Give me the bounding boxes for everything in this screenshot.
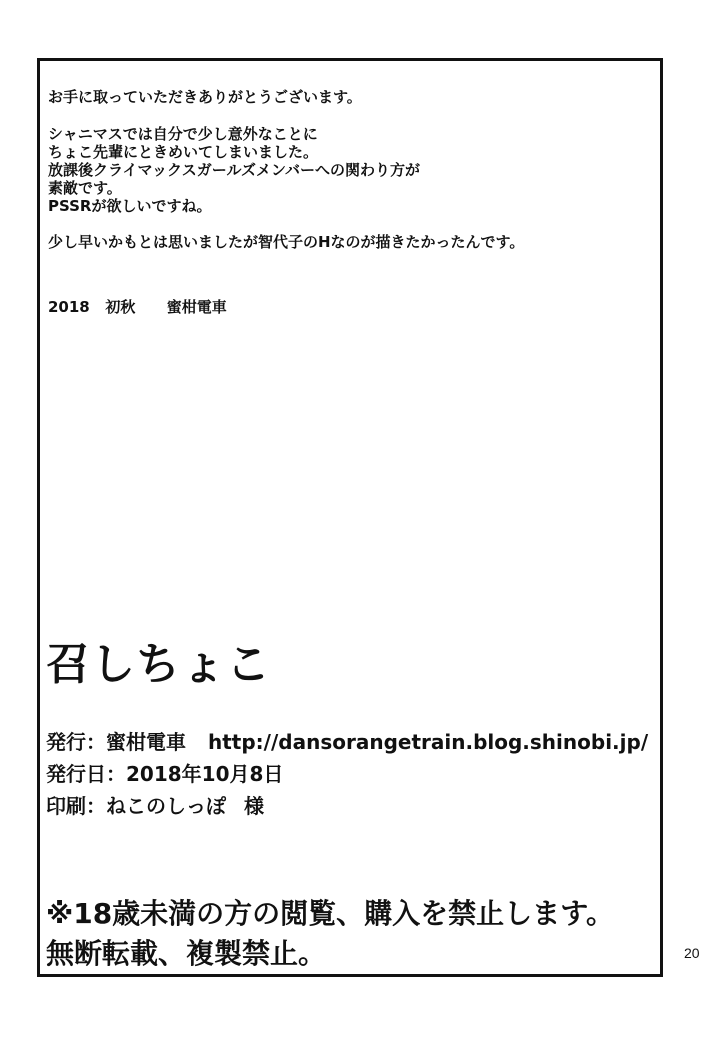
age-restriction-warning (46, 894, 614, 974)
afterword-line: ちょこ先輩にときめいてしまいました。 (48, 143, 319, 161)
page-number: 20 (684, 945, 700, 961)
afterword-line: シャニマスでは自分で少し意外なことに (48, 125, 318, 143)
afterword-line: 素敵です。 (48, 179, 122, 197)
printer-label: 印刷： (46, 794, 106, 818)
publisher-row (46, 726, 648, 758)
signature-season: 初秋 (105, 298, 136, 316)
printer-name: ねこのしっぽ (106, 794, 226, 818)
book-title: 召しちょこ (46, 639, 271, 690)
signature-year: 2018 (48, 298, 90, 316)
afterword-text (48, 88, 658, 251)
afterword-line: 放課後クライマックスガールズメンバーへの関わり方が (48, 161, 421, 179)
publisher-name: 蜜柑電車 (106, 730, 186, 754)
signature-circle: 蜜柑電車 (166, 298, 227, 316)
publisher-url: http://dansorangetrain.blog.shinobi.jp/ (208, 730, 649, 754)
afterword-closing: 少し早いかもとは思いましたが智代子のHなのが描きたかったんです。 (48, 233, 525, 251)
printer-honorific: 様 (244, 794, 264, 818)
afterword-greeting: お手に取っていただきありがとうございます。 (48, 88, 362, 106)
publish-date: 2018年10月8日 (126, 762, 284, 786)
printer-row (46, 790, 648, 822)
colophon (46, 726, 648, 822)
publisher-label: 発行： (46, 730, 106, 754)
warning-line-copyright: 無断転載、複製禁止。 (46, 937, 327, 970)
date-row (46, 758, 648, 790)
date-label: 発行日： (46, 762, 126, 786)
afterword-line: PSSRが欲しいですね。 (48, 197, 212, 215)
afterword-body (48, 125, 658, 215)
afterword-signature (48, 298, 227, 316)
warning-line-age: ※18歳未満の方の閲覧、購入を禁止します。 (46, 897, 614, 930)
